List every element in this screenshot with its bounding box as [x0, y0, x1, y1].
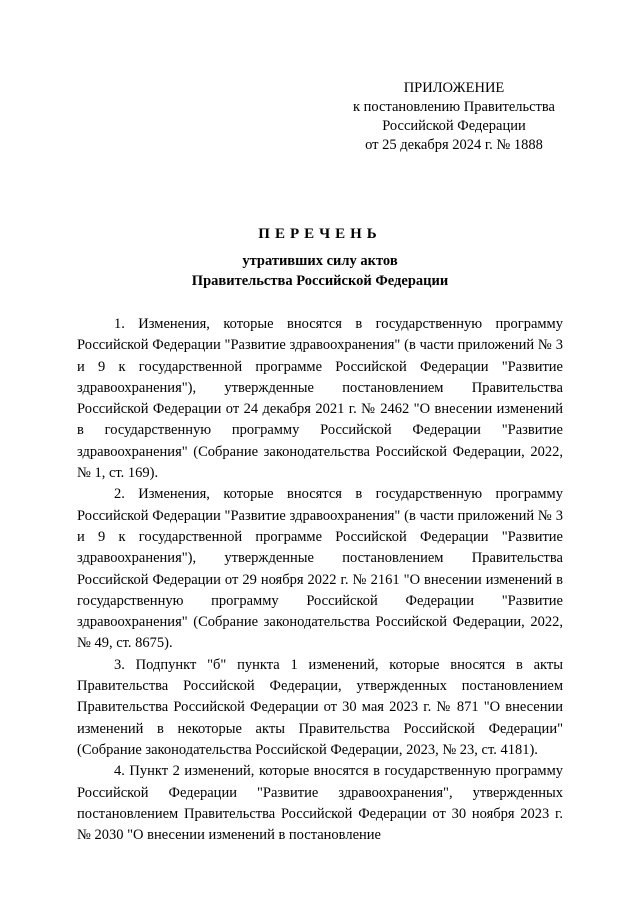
document-title: ПЕРЕЧЕНЬ [258, 226, 382, 242]
subtitle-line-2: Правительства Российской Федерации [191, 273, 449, 289]
list-item: 1. Изменения, которые вносятся в государственную программу Российской Федерации "Развитие здравоохранения" (в части приложений № 3 и 9 к государственной программе Российской Федерации "Развитие здравоохранения"), утвержденные постановлением Правительства Российской Федерации от 24 декабря 2021 г. № 2462 "О внесении изменений в государственную программу Российской Федерации "Развитие здравоохранения" (Собрание законодательства Российской Федерации, 2022, № 1, ст. 169). [77, 316, 563, 482]
document-body [77, 314, 563, 846]
appendix-date-number: от 25 декабря 2024 г. № 1888 [365, 137, 543, 153]
appendix-issuer: Российской Федерации [382, 118, 526, 134]
list-item: 4. Пункт 2 изменений, которые вносятся в государственную программу Российской Федерации "Развитие здравоохранения", утвержденных постановлением Правительства Российской Федерации от 30 ноября 2023 г. № 2030 "О внесении изменений в постановление [77, 763, 563, 844]
list-item: 2. Изменения, которые вносятся в государственную программу Российской Федерации "Развитие здравоохранения" (в части приложений № 3 и 9 к государственной программе Российской Федерации "Развитие здравоохранения"), утвержденные постановлением Правительства Российской Федерации от 29 ноября 2022 г. № 2161 "О внесении изменений в государственную программу Российской Федерации "Развитие здравоохранения" (Собрание законодательства Российской Федерации, 2022, № 49, ст. 8675). [77, 486, 563, 652]
subtitle-line-1: утративших силу актов [242, 253, 398, 269]
appendix-reference: к постановлению Правительства [353, 99, 555, 115]
appendix-heading: ПРИЛОЖЕНИЕ [403, 80, 505, 96]
document-subtitle [0, 251, 640, 291]
list-item: 3. Подпункт "б" пункта 1 изменений, которые вносятся в акты Правительства Российской Федерации, утвержденных постановлением Правительства Российской Федерации от 30 мая 2023 г. № 871 "О внесении изменений в некоторые акты Правительства Российской Федерации" (Собрание законодательства Российской Федерации, 2023, № 23, ст. 4181). [77, 656, 563, 758]
appendix-block [330, 79, 578, 155]
